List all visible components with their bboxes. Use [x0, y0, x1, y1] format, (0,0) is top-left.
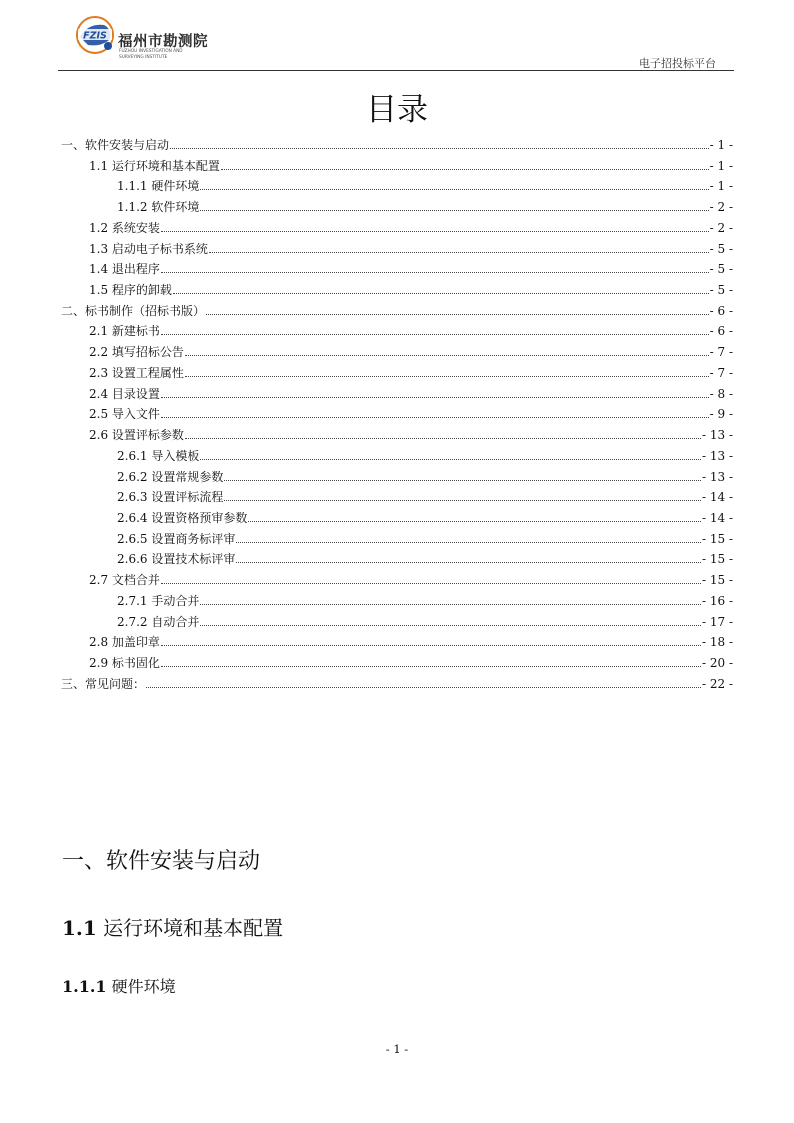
toc-dot-leader	[200, 603, 701, 605]
toc-entry[interactable]	[61, 280, 733, 301]
toc-entry[interactable]	[61, 363, 733, 384]
toc-entry[interactable]	[61, 425, 733, 446]
page-number: - 1 -	[385, 1042, 409, 1056]
toc-entry-label: 2.8 加盖印章	[89, 635, 160, 650]
toc-dot-leader	[161, 416, 709, 418]
toc-entry-page: - 1 -	[709, 138, 733, 152]
toc-entry-label: 2.6 设置评标参数	[89, 428, 184, 443]
toc-dot-leader	[146, 686, 701, 688]
toc-entry-page: - 14 -	[701, 510, 733, 525]
toc-dot-leader	[161, 230, 709, 232]
toc-entry-label: 二、标书制作（招标书版）	[61, 303, 206, 318]
toc-dot-leader	[161, 582, 701, 584]
toc-dot-leader	[173, 292, 709, 294]
toc-entry-label: 2.9 标书固化	[89, 655, 160, 670]
toc-entry-label: 一、软件安装与启动	[61, 138, 170, 152]
toc-entry-page: - 2 -	[709, 200, 733, 215]
toc-dot-leader	[200, 458, 701, 460]
toc-dot-leader	[200, 188, 708, 190]
table-of-contents	[61, 135, 733, 694]
toc-entry-label: 2.7 文档合并	[89, 573, 160, 588]
toc-entry[interactable]	[61, 674, 733, 695]
toc-dot-leader	[224, 479, 701, 481]
toc-entry-page: - 7 -	[709, 365, 733, 380]
toc-entry-page: - 7 -	[709, 345, 733, 360]
toc-title: 目录	[366, 92, 428, 128]
toc-entry-label: 2.1 新建标书	[89, 324, 160, 339]
toc-entry-page: - 1 -	[709, 179, 733, 194]
toc-entry[interactable]	[61, 259, 733, 280]
toc-dot-leader	[248, 520, 701, 522]
header-divider	[58, 70, 734, 71]
toc-entry-label: 1.1 运行环境和基本配置	[89, 158, 220, 173]
toc-entry[interactable]	[61, 342, 733, 363]
toc-dot-leader	[185, 437, 701, 439]
toc-entry-page: - 9 -	[709, 407, 733, 422]
organization-name-english	[119, 49, 199, 60]
toc-dot-leader	[161, 396, 709, 398]
toc-entry-page: - 6 -	[709, 303, 733, 318]
toc-dot-leader	[161, 271, 709, 273]
toc-dot-leader	[161, 333, 709, 335]
section-heading-1-1	[62, 912, 283, 941]
toc-entry-label: 2.6.5 设置商务标评审	[117, 531, 236, 546]
toc-entry[interactable]	[61, 321, 733, 342]
toc-entry-label: 1.3 启动电子标书系统	[89, 241, 208, 256]
toc-entry-page: - 5 -	[709, 241, 733, 256]
toc-dot-leader	[209, 251, 709, 253]
toc-dot-leader	[185, 354, 709, 356]
platform-name: 电子招投标平台	[639, 57, 716, 70]
toc-entry-page: - 18 -	[701, 635, 733, 650]
toc-entry-page: - 5 -	[709, 283, 733, 298]
heading-number: 1.1	[62, 916, 97, 940]
organization-name-english-line2: SURVEYING INSTITUTE	[119, 54, 168, 60]
toc-entry[interactable]	[61, 301, 733, 322]
toc-entry[interactable]	[61, 632, 733, 653]
organization-name-english-line1: FUZHOU INVESTIGATION AND	[119, 49, 183, 54]
toc-entry-page: - 15 -	[701, 573, 733, 588]
toc-entry[interactable]	[61, 239, 733, 260]
toc-dot-leader	[236, 561, 701, 563]
toc-entry[interactable]	[61, 135, 733, 156]
toc-entry-label: 2.2 填写招标公告	[89, 345, 184, 360]
toc-entry-label: 1.5 程序的卸载	[89, 283, 172, 298]
logo-mark-text: FZIS	[83, 30, 107, 42]
toc-entry-page: - 15 -	[701, 531, 733, 546]
toc-entry[interactable]	[61, 487, 733, 508]
toc-entry-page: - 14 -	[701, 490, 733, 505]
toc-entry-label: 2.6.3 设置评标流程	[117, 490, 224, 505]
toc-entry-page: - 6 -	[709, 324, 733, 339]
toc-entry[interactable]	[61, 653, 733, 674]
toc-entry[interactable]	[61, 176, 733, 197]
toc-entry[interactable]	[61, 612, 733, 633]
toc-dot-leader	[200, 624, 701, 626]
toc-entry-label: 三、常见问题：	[61, 676, 146, 691]
toc-entry-page: - 15 -	[701, 552, 733, 567]
toc-entry[interactable]	[61, 529, 733, 550]
toc-entry[interactable]	[61, 508, 733, 529]
toc-entry[interactable]	[61, 570, 733, 591]
toc-dot-leader	[200, 209, 708, 211]
toc-entry-page: - 13 -	[701, 428, 733, 443]
toc-entry-label: 2.7.2 自动合并	[117, 614, 200, 629]
toc-entry-page: - 2 -	[709, 220, 733, 235]
toc-dot-leader	[221, 168, 709, 170]
toc-entry-label: 2.4 目录设置	[89, 386, 160, 401]
toc-entry-label: 1.1.1 硬件环境	[117, 179, 200, 194]
toc-entry-label: 2.6.2 设置常规参数	[117, 469, 224, 484]
toc-entry-page: - 5 -	[709, 262, 733, 277]
toc-entry[interactable]	[61, 156, 733, 177]
toc-entry[interactable]	[61, 467, 733, 488]
toc-entry-page: - 16 -	[701, 593, 733, 608]
section-heading-1: 一、软件安装与启动	[62, 849, 261, 874]
toc-entry-page: - 1 -	[709, 158, 733, 173]
toc-entry-page: - 17 -	[701, 614, 733, 629]
toc-entry[interactable]	[61, 591, 733, 612]
heading-text: 运行环境和基本配置	[103, 916, 284, 940]
toc-entry-label: 1.4 退出程序	[89, 262, 160, 277]
toc-entry-label: 1.2 系统安装	[89, 220, 160, 235]
toc-entry[interactable]	[61, 446, 733, 467]
toc-dot-leader	[170, 147, 709, 149]
toc-entry-page: - 22 -	[701, 676, 733, 691]
toc-dot-leader	[236, 541, 701, 543]
toc-entry[interactable]	[61, 218, 733, 239]
toc-entry-label: 2.6.6 设置技术标评审	[117, 552, 236, 567]
toc-entry[interactable]	[61, 384, 733, 405]
toc-entry-page: - 13 -	[701, 469, 733, 484]
toc-dot-leader	[224, 499, 701, 501]
toc-entry-label: 2.7.1 手动合并	[117, 593, 200, 608]
toc-dot-leader	[161, 644, 701, 646]
toc-entry-page: - 8 -	[709, 386, 733, 401]
toc-entry[interactable]	[61, 549, 733, 570]
toc-entry-label: 2.3 设置工程属性	[89, 365, 184, 380]
toc-entry[interactable]	[61, 197, 733, 218]
toc-dot-leader	[161, 665, 701, 667]
toc-dot-leader	[206, 313, 709, 315]
toc-entry-label: 1.1.2 软件环境	[117, 200, 200, 215]
section-heading-1-1-1	[62, 974, 176, 997]
toc-dot-leader	[185, 375, 709, 377]
heading-text: 硬件环境	[111, 977, 176, 996]
organization-name: 福州市勘测院	[118, 34, 208, 50]
toc-entry-page: - 20 -	[701, 655, 733, 670]
toc-entry-page: - 13 -	[701, 448, 733, 463]
toc-entry-label: 2.5 导入文件	[89, 407, 160, 422]
heading-number: 1.1.1	[62, 977, 107, 996]
toc-entry-label: 2.6.4 设置资格预审参数	[117, 510, 248, 525]
toc-entry[interactable]	[61, 404, 733, 425]
toc-entry-label: 2.6.1 导入模板	[117, 448, 200, 463]
institute-logo-icon	[74, 15, 116, 55]
